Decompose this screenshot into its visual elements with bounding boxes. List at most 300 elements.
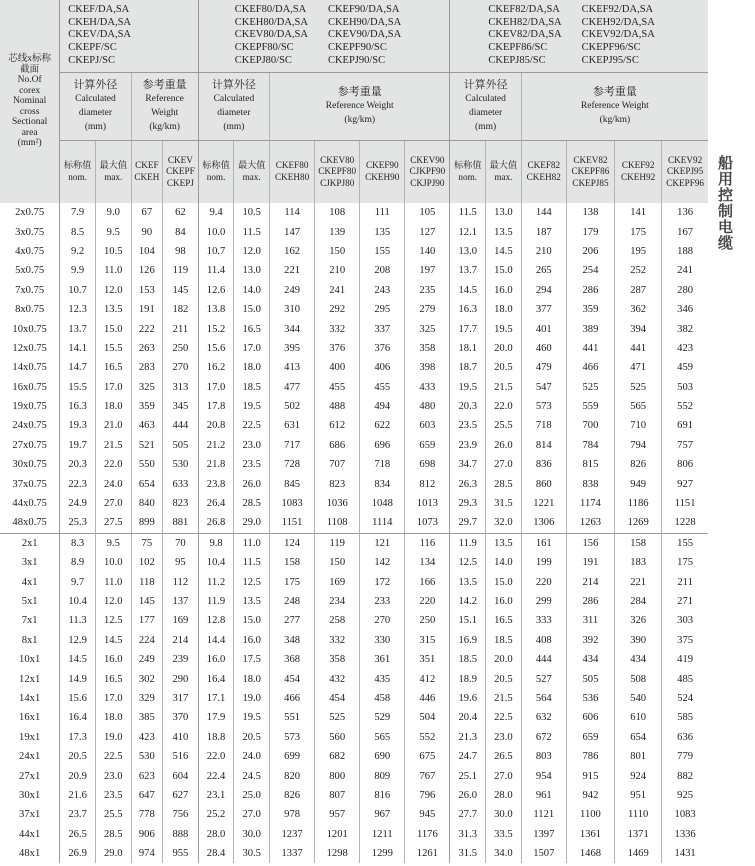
table-cell: 16.0 [198, 650, 234, 669]
row-size-cell: 10x1 [0, 650, 60, 669]
header-line: CKEPJ [166, 177, 194, 188]
table-cell: 1176 [405, 825, 450, 844]
table-cell: 15.0 [486, 261, 522, 280]
table-row [0, 669, 708, 688]
header-line: Reference Weight [325, 101, 394, 111]
table-cell: 682 [315, 747, 360, 766]
table-cell: 28.0 [198, 825, 234, 844]
table-cell: 1221 [521, 494, 566, 513]
table-cell: 718 [360, 455, 405, 474]
table-cell: 27.0 [234, 805, 270, 824]
table-cell: 28.0 [486, 786, 522, 805]
table-cell: 9.4 [198, 203, 234, 222]
header-line: diameter [78, 108, 113, 118]
table-cell: 21.6 [60, 786, 96, 805]
table-cell: 11.3 [60, 611, 96, 630]
header-line: diameter [468, 108, 503, 118]
weight-col-header [163, 140, 199, 203]
nom-header [198, 140, 234, 203]
table-cell: 466 [270, 689, 315, 708]
table-cell: 728 [270, 455, 315, 474]
table-cell: 435 [360, 669, 405, 688]
table-cell: 803 [521, 747, 566, 766]
table-cell: 14.1 [60, 339, 96, 358]
table-cell: 144 [521, 203, 566, 222]
table-cell: 67 [131, 203, 162, 222]
table-cell: 1371 [615, 825, 662, 844]
table-cell: 441 [615, 339, 662, 358]
table-cell: 16.3 [60, 397, 96, 416]
header-line: CKEV [167, 154, 193, 165]
table-cell: 22.0 [486, 397, 522, 416]
table-cell: 1108 [315, 513, 360, 533]
table-cell: 525 [615, 378, 662, 397]
row-size-cell: 30x0.75 [0, 455, 60, 474]
table-cell: 62 [163, 203, 199, 222]
table-cell: 17.0 [95, 378, 131, 397]
row-size-cell: 27x1 [0, 766, 60, 785]
table-cell: 432 [315, 669, 360, 688]
header-line: CKEPF80 [318, 166, 357, 176]
table-cell: 220 [521, 572, 566, 591]
table-cell: 90 [131, 222, 162, 241]
table-cell: 527 [521, 669, 566, 688]
table-cell: 197 [405, 261, 450, 280]
table-cell: 18.7 [450, 358, 486, 377]
table-cell: 540 [615, 689, 662, 708]
table-cell: 505 [163, 436, 199, 455]
table-cell: 29.3 [450, 494, 486, 513]
table-cell: 169 [163, 611, 199, 630]
table-cell: 220 [405, 592, 450, 611]
table-cell: 17.0 [234, 339, 270, 358]
table-cell: 927 [662, 474, 708, 493]
table-cell: 530 [163, 455, 199, 474]
table-cell: 967 [360, 805, 405, 824]
table-cell: 12.5 [450, 553, 486, 572]
table-cell: 860 [521, 474, 566, 493]
table-cell: 26.5 [486, 747, 522, 766]
table-cell: 376 [315, 339, 360, 358]
table-cell: 1237 [270, 825, 315, 844]
table-cell: 182 [163, 300, 199, 319]
table-cell: 280 [662, 281, 708, 300]
model-name: CKEF92/DA,SA [581, 3, 654, 15]
table-cell: 413 [270, 358, 315, 377]
header-line: nom. [458, 171, 478, 182]
table-cell: 283 [131, 358, 162, 377]
row-size-cell: 7x0.75 [0, 281, 60, 300]
table-cell: 19.0 [95, 728, 131, 747]
ref-weight-header [270, 72, 450, 140]
table-cell: 333 [521, 611, 566, 630]
size-label-line: area [21, 127, 38, 138]
table-cell: 325 [405, 319, 450, 338]
table-cell: 295 [360, 300, 405, 319]
table-cell: 23.9 [450, 436, 486, 455]
table-cell: 206 [566, 242, 614, 261]
table-cell: 370 [163, 708, 199, 727]
table-cell: 10.4 [198, 553, 234, 572]
table-cell: 162 [270, 242, 315, 261]
table-cell: 888 [163, 825, 199, 844]
header-line: CKEF92 [621, 160, 655, 171]
table-cell: 955 [163, 844, 199, 863]
table-cell: 398 [405, 358, 450, 377]
table-cell: 717 [270, 436, 315, 455]
table-row [0, 631, 708, 650]
row-size-cell: 14x1 [0, 689, 60, 708]
table-cell: 627 [163, 786, 199, 805]
table-cell: 20.5 [234, 728, 270, 747]
table-cell: 26.0 [486, 436, 522, 455]
row-size-cell: 8x0.75 [0, 300, 60, 319]
table-cell: 10.7 [198, 242, 234, 261]
table-row [0, 416, 708, 435]
table-cell: 19.5 [234, 708, 270, 727]
size-label-line: 芯线x标称 [8, 54, 52, 65]
header-line: (mm) [475, 122, 497, 132]
table-cell: 18.0 [234, 358, 270, 377]
table-cell: 551 [270, 708, 315, 727]
header-line: CKEH92 [621, 171, 656, 182]
table-cell: 13.5 [450, 572, 486, 591]
table-cell: 392 [566, 631, 614, 650]
table-cell: 623 [131, 766, 162, 785]
table-cell: 410 [163, 728, 199, 747]
header-line: Calculated [465, 94, 506, 104]
table-cell: 23.7 [60, 805, 96, 824]
table-cell: 20.0 [486, 650, 522, 669]
model-name: CKEPJ80/SC [234, 54, 292, 66]
table-cell: 10.0 [198, 222, 234, 241]
header-line: CKEF90 [365, 160, 399, 171]
table-cell: 211 [163, 319, 199, 338]
table-cell: 14.5 [95, 631, 131, 650]
header-line: CKEPJ95 [667, 166, 704, 176]
table-cell: 124 [270, 533, 315, 553]
table-cell: 382 [662, 319, 708, 338]
table-cell: 1361 [566, 825, 614, 844]
row-size-cell: 12x1 [0, 669, 60, 688]
table-cell: 30.0 [234, 825, 270, 844]
table-cell: 14.5 [60, 650, 96, 669]
table-row [0, 436, 708, 455]
table-cell: 13.5 [486, 222, 522, 241]
table-cell: 315 [405, 631, 450, 650]
header-line: 最大值 [99, 160, 128, 171]
table-cell: 121 [360, 533, 405, 553]
table-cell: 7.9 [60, 203, 96, 222]
header-line: CKEV80 [320, 154, 355, 165]
table-cell: 24.9 [60, 494, 96, 513]
row-size-cell: 3x1 [0, 553, 60, 572]
table-cell: 17.8 [198, 397, 234, 416]
table-cell: 385 [131, 708, 162, 727]
table-row [0, 650, 708, 669]
table-cell: 26.3 [450, 474, 486, 493]
table-cell: 252 [615, 261, 662, 280]
table-cell: 258 [315, 611, 360, 630]
table-cell: 696 [360, 436, 405, 455]
header-line: 标称值 [453, 160, 482, 171]
table-cell: 24.7 [450, 747, 486, 766]
table-cell: 166 [405, 572, 450, 591]
table-row [0, 592, 708, 611]
table-cell: 21.3 [450, 728, 486, 747]
size-column-header [0, 0, 60, 203]
table-cell: 13.8 [198, 300, 234, 319]
table-cell: 1337 [270, 844, 315, 863]
table-cell: 17.0 [198, 378, 234, 397]
table-cell: 11.4 [198, 261, 234, 280]
table-cell: 337 [360, 319, 405, 338]
table-cell: 18.5 [486, 631, 522, 650]
table-cell: 394 [615, 319, 662, 338]
header-line: nom. [206, 171, 226, 182]
model-name: CKEPF80/SC [234, 42, 294, 54]
table-cell: 814 [521, 436, 566, 455]
table-cell: 15.0 [234, 611, 270, 630]
table-cell: 14.7 [60, 358, 96, 377]
table-cell: 286 [566, 281, 614, 300]
model-name: CKEV82/DA,SA [488, 29, 562, 41]
table-cell: 28.5 [486, 474, 522, 493]
table-cell: 610 [615, 708, 662, 727]
table-cell: 1298 [315, 844, 360, 863]
table-cell: 1083 [270, 494, 315, 513]
table-cell: 250 [405, 611, 450, 630]
max-header [234, 140, 270, 203]
table-cell: 22.5 [234, 416, 270, 435]
table-cell: 631 [270, 416, 315, 435]
table-cell: 155 [360, 242, 405, 261]
header-line: CJKPJ80 [320, 177, 355, 188]
table-cell: 18.5 [234, 378, 270, 397]
row-size-cell: 30x1 [0, 786, 60, 805]
table-cell: 23.1 [198, 786, 234, 805]
table-cell: 32.0 [486, 513, 522, 533]
table-cell: 815 [566, 455, 614, 474]
table-row [0, 572, 708, 591]
header-line: CKEV82 [573, 154, 608, 165]
table-cell: 169 [315, 572, 360, 591]
table-row [0, 728, 708, 747]
table-cell: 361 [360, 650, 405, 669]
table-cell: 800 [315, 766, 360, 785]
header-line: 计算外径 [463, 79, 508, 91]
table-cell: 25.2 [198, 805, 234, 824]
table-cell: 834 [360, 474, 405, 493]
table-cell: 18.0 [234, 669, 270, 688]
table-cell: 1013 [405, 494, 450, 513]
table-cell: 412 [405, 669, 450, 688]
table-cell: 949 [615, 474, 662, 493]
size-label-line: corex [19, 85, 41, 96]
table-cell: 20.8 [198, 416, 234, 435]
table-cell: 263 [131, 339, 162, 358]
table-cell: 16.5 [486, 611, 522, 630]
table-cell: 359 [566, 300, 614, 319]
row-size-cell: 16x1 [0, 708, 60, 727]
table-body [0, 203, 708, 863]
row-size-cell: 14x0.75 [0, 358, 60, 377]
table-cell: 141 [615, 203, 662, 222]
table-cell: 9.8 [198, 533, 234, 553]
table-cell: 313 [163, 378, 199, 397]
header-line: CJKPF90 [409, 166, 446, 176]
table-cell: 552 [662, 397, 708, 416]
table-cell: 1151 [662, 494, 708, 513]
size-label-line: Nominal [13, 96, 47, 107]
table-cell: 434 [566, 650, 614, 669]
table-cell: 23.5 [450, 416, 486, 435]
table-cell: 573 [521, 397, 566, 416]
table-cell: 502 [270, 397, 315, 416]
table-cell: 455 [315, 378, 360, 397]
table-cell: 446 [405, 689, 450, 708]
table-cell: 479 [521, 358, 566, 377]
table-cell: 654 [615, 728, 662, 747]
header-line: 参考重量 [142, 79, 187, 91]
table-cell: 18.0 [486, 300, 522, 319]
header-line: (kg/km) [344, 115, 376, 125]
header-line: CKEF80 [275, 160, 309, 171]
table-cell: 175 [662, 553, 708, 572]
table-cell: 1211 [360, 825, 405, 844]
header-line: Reference [145, 94, 184, 104]
model-name: CKEF80/DA,SA [234, 3, 307, 15]
table-cell: 33.5 [486, 825, 522, 844]
header-line: CKEH [134, 171, 160, 182]
table-cell: 358 [405, 339, 450, 358]
table-cell: 15.5 [60, 378, 96, 397]
table-cell: 463 [131, 416, 162, 435]
table-cell: 22.4 [198, 766, 234, 785]
table-cell: 329 [131, 689, 162, 708]
table-cell: 134 [405, 553, 450, 572]
table-row [0, 358, 708, 377]
table-cell: 13.0 [234, 261, 270, 280]
table-cell: 9.9 [60, 261, 96, 280]
table-cell: 826 [615, 455, 662, 474]
header-line: max. [242, 171, 261, 182]
table-cell: 126 [131, 261, 162, 280]
ref-weight-header [521, 72, 708, 140]
table-cell: 104 [131, 242, 162, 261]
max-header [486, 140, 522, 203]
table-cell: 142 [360, 553, 405, 572]
table-cell: 675 [405, 747, 450, 766]
table-cell: 419 [662, 650, 708, 669]
table-cell: 823 [315, 474, 360, 493]
table-cell: 1100 [566, 805, 614, 824]
table-cell: 29.0 [234, 513, 270, 533]
table-cell: 565 [360, 728, 405, 747]
table-row [0, 708, 708, 727]
table-cell: 26.9 [60, 844, 96, 863]
row-size-cell: 19x0.75 [0, 397, 60, 416]
header-line: CKEPF [166, 166, 195, 176]
table-cell: 26.5 [60, 825, 96, 844]
table-row [0, 242, 708, 261]
table-cell: 826 [270, 786, 315, 805]
table-cell: 915 [566, 766, 614, 785]
row-size-cell: 37x1 [0, 805, 60, 824]
table-cell: 477 [270, 378, 315, 397]
table-cell: 961 [521, 786, 566, 805]
table-cell: 21.2 [198, 436, 234, 455]
table-cell: 270 [360, 611, 405, 630]
table-cell: 9.5 [95, 222, 131, 241]
table-cell: 836 [521, 455, 566, 474]
table-cell: 15.0 [486, 572, 522, 591]
table-cell: 221 [615, 572, 662, 591]
table-cell: 1174 [566, 494, 614, 513]
table-cell: 659 [566, 728, 614, 747]
table-cell: 17.3 [60, 728, 96, 747]
nom-header [450, 140, 486, 203]
table-cell: 290 [163, 669, 199, 688]
calc-diameter-header [198, 72, 269, 140]
size-label-line: No.Of [17, 75, 42, 86]
table-cell: 603 [405, 416, 450, 435]
table-cell: 17.0 [95, 689, 131, 708]
table-cell: 270 [163, 358, 199, 377]
table-cell: 345 [163, 397, 199, 416]
table-cell: 699 [270, 747, 315, 766]
table-cell: 26.8 [198, 513, 234, 533]
weight-col-header [360, 140, 405, 203]
table-cell: 20.3 [450, 397, 486, 416]
model-name: CKEF90/DA,SA [327, 3, 400, 15]
table-cell: 346 [662, 300, 708, 319]
table-cell: 145 [131, 592, 162, 611]
header-line: 标称值 [63, 160, 92, 171]
table-cell: 20.9 [60, 766, 96, 785]
table-cell: 344 [270, 319, 315, 338]
row-size-cell: 5x0.75 [0, 261, 60, 280]
table-row [0, 455, 708, 474]
model-name: CKEPF96/SC [581, 42, 641, 54]
table-cell: 18.5 [450, 650, 486, 669]
table-cell: 978 [270, 805, 315, 824]
table-cell: 26.0 [234, 474, 270, 493]
table-cell: 672 [521, 728, 566, 747]
table-cell: 25.5 [95, 805, 131, 824]
table-cell: 317 [163, 689, 199, 708]
table-cell: 455 [360, 378, 405, 397]
table-cell: 158 [615, 533, 662, 553]
model-name: CKEPJ95/SC [581, 54, 639, 66]
table-cell: 16.0 [486, 281, 522, 300]
table-cell: 153 [131, 281, 162, 300]
table-cell: 15.0 [234, 300, 270, 319]
table-cell: 28.5 [95, 825, 131, 844]
table-cell: 633 [163, 474, 199, 493]
table-cell: 358 [315, 650, 360, 669]
table-cell: 14.0 [234, 281, 270, 300]
weight-col-header [270, 140, 315, 203]
row-size-cell: 48x0.75 [0, 513, 60, 533]
table-cell: 573 [270, 728, 315, 747]
header-line: diameter [217, 108, 251, 118]
table-cell: 14.2 [450, 592, 486, 611]
table-cell: 406 [360, 358, 405, 377]
table-cell: 294 [521, 281, 566, 300]
table-cell: 525 [566, 378, 614, 397]
header-line: CKEV92 [668, 154, 703, 165]
